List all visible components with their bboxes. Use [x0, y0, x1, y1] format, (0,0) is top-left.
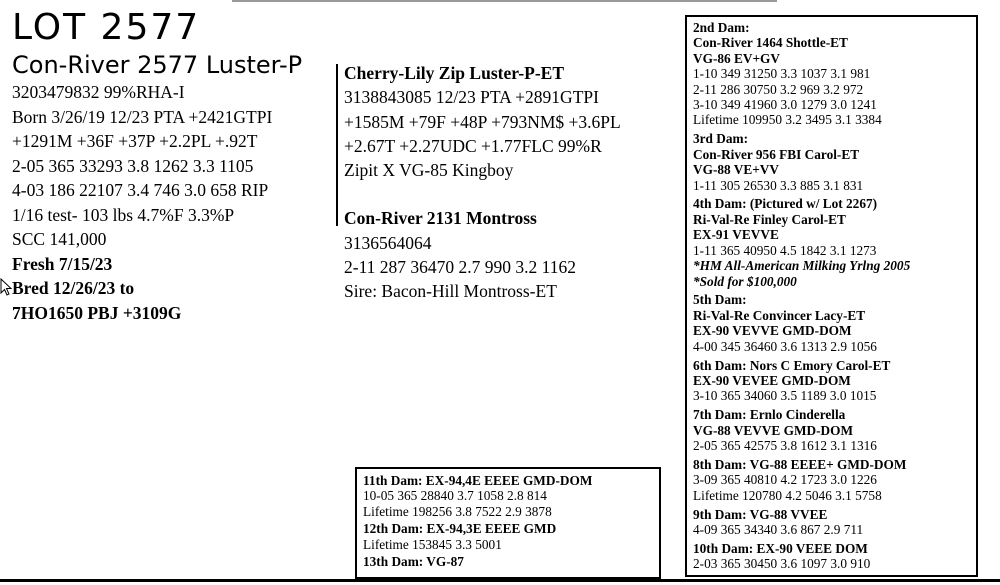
- bull-info-line: 4-03 186 22107 3.4 746 3.0 658 RIP: [12, 180, 269, 200]
- lower-pedigree-box: [355, 467, 661, 579]
- pedigree-line: *Sold for $100,000: [693, 273, 797, 289]
- pedigree-box: [685, 15, 978, 577]
- sire-line: +2.67T +2.27UDC +1.77FLC 99%R: [344, 135, 602, 156]
- pedigree-section: [693, 196, 970, 288]
- pedigree-line: 1-11 365 40950 4.5 1842 3.1 1273: [693, 242, 877, 258]
- pedigree-section: [363, 473, 653, 519]
- dam-line: 2-11 287 36470 2.7 990 3.2 1162: [344, 257, 577, 278]
- spacer: [344, 182, 621, 206]
- sire-name: Cherry-Lily Zip Luster-P-ET: [344, 63, 565, 83]
- pedigree-line: 3rd Dam:: [693, 131, 749, 147]
- bull-info-line: Born 3/26/19 12/23 PTA +2421GTPI: [12, 106, 273, 127]
- bull-info-line: 7HO1650 PBJ +3109G: [12, 302, 182, 323]
- pedigree-line: 10-05 365 28840 3.7 1058 2.8 814: [363, 488, 547, 504]
- vertical-divider: [336, 64, 338, 226]
- bull-name: Con-River 2577 Luster-P: [12, 51, 303, 79]
- pedigree-line: 2-03 365 30450 3.6 1097 3.0 910: [693, 556, 871, 572]
- pedigree-line: 12th Dam: EX-94,3E EEEE GMD: [363, 521, 557, 537]
- pedigree-line: 4-09 365 34340 3.6 867 2.9 711: [693, 522, 864, 538]
- pedigree-line: EX-91 VEVVE: [693, 227, 779, 243]
- pedigree-line: 2nd Dam:: [693, 20, 750, 35]
- pedigree-line: 6th Dam: Nors C Emory Carol-ET: [693, 357, 891, 373]
- bottom-divider: [0, 579, 1000, 582]
- pedigree-section: [693, 292, 970, 354]
- bull-info-line: SCC 141,000: [12, 229, 107, 249]
- sire-dam-info: [344, 61, 621, 304]
- dam-name: Con-River 2131 Montross: [344, 208, 537, 229]
- pedigree-line: VG-88 VE+VV: [693, 162, 780, 178]
- pedigree-section: [363, 521, 653, 552]
- dam-line: Sire: Bacon-Hill Montross-ET: [344, 281, 557, 302]
- pedigree-line: EX-90 VEVVE GMD-DOM: [693, 323, 852, 339]
- pedigree-line: Lifetime 153845 3.3 5001: [363, 536, 502, 552]
- pedigree-section: [693, 20, 970, 128]
- pedigree-line: 9th Dam: VG-88 VVEE: [693, 506, 828, 522]
- mouse-cursor-icon: [0, 278, 14, 298]
- pedigree-line: 1-10 349 31250 3.3 1037 3.1 981: [693, 66, 871, 82]
- bull-info-line: 2-05 365 33293 3.8 1262 3.3 1105: [12, 155, 254, 176]
- pedigree-line: Lifetime 198256 3.8 7522 2.9 3878: [363, 503, 552, 519]
- pedigree-line: Con-River 956 FBI Carol-ET: [693, 146, 860, 162]
- pedigree-line: 4th Dam: (Pictured w/ Lot 2267): [693, 196, 878, 212]
- pedigree-section: [693, 131, 970, 193]
- sire-line: +1585M +79F +48P +793NM$ +3.6PL: [344, 111, 621, 132]
- bull-info-line: Bred 12/26/23 to: [12, 278, 135, 298]
- pedigree-line: Lifetime 120780 4.2 5046 3.1 5758: [693, 487, 882, 503]
- pedigree-line: *HM All-American Milking Yrlng 2005: [693, 258, 911, 274]
- pedigree-line: EX-90 VEVEE GMD-DOM: [693, 372, 851, 388]
- pedigree-line: 13th Dam: VG-87: [363, 554, 464, 570]
- pedigree-line: 7th Dam: Ernlo Cinderella: [693, 407, 846, 423]
- bull-info-line: +1291M +36F +37P +2.2PL +.92T: [12, 131, 258, 151]
- pedigree-section: [363, 554, 653, 569]
- pedigree-line: 3-10 365 34060 3.5 1189 3.0 1015: [693, 388, 877, 404]
- pedigree-line: Lifetime 109950 3.2 3495 3.1 3384: [693, 112, 882, 128]
- pedigree-section: [693, 358, 970, 404]
- pedigree-line: 2-05 365 42575 3.8 1612 3.1 1316: [693, 438, 877, 454]
- pedigree-line: 1-11 305 26530 3.3 885 3.1 831: [693, 177, 864, 193]
- pedigree-line: 2-11 286 30750 3.2 969 3.2 972: [693, 81, 864, 97]
- pedigree-line: VG-86 EV+GV: [693, 50, 780, 66]
- pedigree-line: 11th Dam: EX-94,4E EEEE GMD-DOM: [363, 473, 593, 488]
- pedigree-section: [693, 407, 970, 453]
- lot-title: LOT 2577: [12, 7, 201, 48]
- sire-line: Zipit X VG-85 Kingboy: [344, 160, 514, 181]
- pedigree-line: Con-River 1464 Shottle-ET: [693, 35, 848, 51]
- pedigree-line: 4-00 345 36460 3.6 1313 2.9 1056: [693, 338, 877, 354]
- bull-info: [12, 80, 272, 325]
- top-divider: [232, 0, 777, 2]
- sire-line: 3138843085 12/23 PTA +2891GTPI: [344, 87, 599, 108]
- pedigree-section: [693, 507, 970, 538]
- pedigree-section: [693, 457, 970, 503]
- pedigree-line: VG-88 VEVVE GMD-DOM: [693, 422, 854, 438]
- pedigree-line: Ri-Val-Re Convincer Lacy-ET: [693, 307, 866, 323]
- dam-line: 3136564064: [344, 232, 432, 253]
- pedigree-line: 8th Dam: VG-88 EEEE+ GMD-DOM: [693, 456, 907, 472]
- pedigree-line: 3-10 349 41960 3.0 1279 3.0 1241: [693, 97, 877, 113]
- pedigree-line: Ri-Val-Re Finley Carol-ET: [693, 211, 846, 227]
- bull-info-line: 1/16 test- 103 lbs 4.7%F 3.3%P: [12, 204, 235, 225]
- bull-info-line: 3203479832 99%RHA-I: [12, 82, 185, 102]
- pedigree-line: 10th Dam: EX-90 VEEE DOM: [693, 541, 868, 556]
- bull-info-line: Fresh 7/15/23: [12, 253, 113, 274]
- pedigree-line: 3-09 365 40810 4.2 1723 3.0 1226: [693, 472, 877, 488]
- pedigree-line: 5th Dam:: [693, 292, 747, 308]
- pedigree-section: [693, 541, 970, 572]
